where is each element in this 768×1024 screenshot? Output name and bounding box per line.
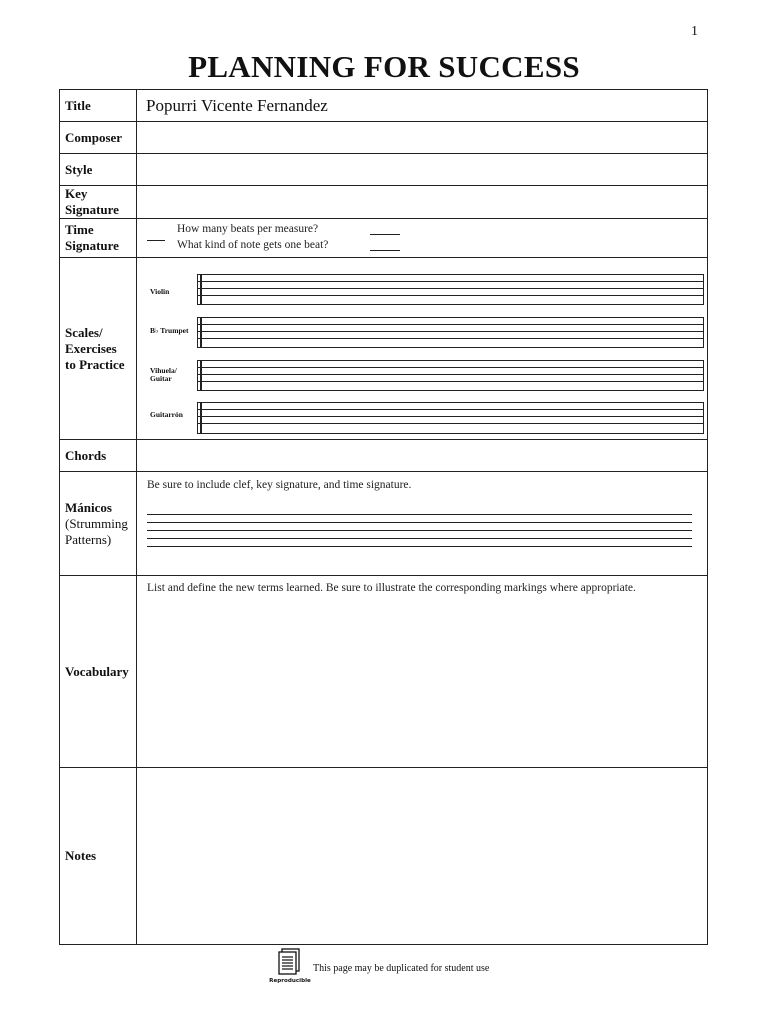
page-title: PLANNING FOR SUCCESS <box>188 49 580 84</box>
trumpet-label: B♭ Trumpet <box>150 326 189 335</box>
note-gets-beat-question: What kind of note gets one beat? <box>177 239 329 251</box>
notes-field[interactable] <box>137 768 707 944</box>
beats-per-measure-question: How many beats per measure? <box>177 223 319 235</box>
violin-label: Violin <box>150 287 170 296</box>
trumpet-staff[interactable] <box>197 317 704 348</box>
time-signature-blank[interactable] <box>147 240 165 241</box>
time-signature-row <box>59 218 708 257</box>
title-label: Title <box>60 90 137 121</box>
vocabulary-label: Vocabulary <box>60 576 137 767</box>
vihuela-staff[interactable] <box>197 360 704 391</box>
page-number: 1 <box>691 24 698 39</box>
composer-field[interactable] <box>137 122 707 153</box>
vihuela-label: Vihuela/ Guitar <box>150 366 177 383</box>
style-label: Style <box>60 154 137 185</box>
vocabulary-instruction: List and define the new terms learned. Be sure to illustrate the corresponding markings where appropriate. <box>147 582 636 594</box>
reproducible-icon-label: Reproducible <box>269 978 311 984</box>
style-field[interactable] <box>137 154 707 185</box>
time-signature-label: Time Signature <box>60 219 137 257</box>
scales-row <box>59 257 708 439</box>
time-signature-cell <box>137 219 707 257</box>
key-signature-label: Key Signature <box>60 186 137 218</box>
composer-label: Composer <box>60 122 137 153</box>
scales-cell <box>137 258 707 439</box>
guitarron-label: Guitarrón <box>150 410 183 419</box>
notes-label: Notes <box>60 768 137 944</box>
manicos-cell[interactable] <box>137 472 707 575</box>
title-value: Popurri Vicente Fernandez <box>146 96 328 115</box>
notes-row <box>59 767 708 945</box>
title-row <box>59 89 708 121</box>
vocabulary-row <box>59 575 708 767</box>
violin-staff[interactable] <box>197 274 704 305</box>
title-field[interactable] <box>137 90 707 121</box>
key-signature-field[interactable] <box>137 186 707 218</box>
reproducible-icon <box>269 948 311 988</box>
key-signature-row <box>59 185 708 218</box>
note-gets-beat-blank[interactable] <box>370 250 400 251</box>
composer-row <box>59 121 708 153</box>
scales-label: Scales/ Exercises to Practice <box>60 258 137 439</box>
beats-per-measure-blank[interactable] <box>370 234 400 235</box>
footer-text: This page may be duplicated for student use <box>313 963 490 974</box>
vocabulary-field[interactable] <box>137 576 707 767</box>
manicos-label: Mánicos (Strumming Patterns) <box>60 472 137 575</box>
guitarron-staff[interactable] <box>197 402 704 434</box>
chords-field[interactable] <box>137 440 707 471</box>
chords-label: Chords <box>60 440 137 471</box>
manicos-row <box>59 471 708 575</box>
style-row <box>59 153 708 185</box>
manicos-instruction: Be sure to include clef, key signature, and time signature. <box>147 479 412 491</box>
chords-row <box>59 439 708 471</box>
